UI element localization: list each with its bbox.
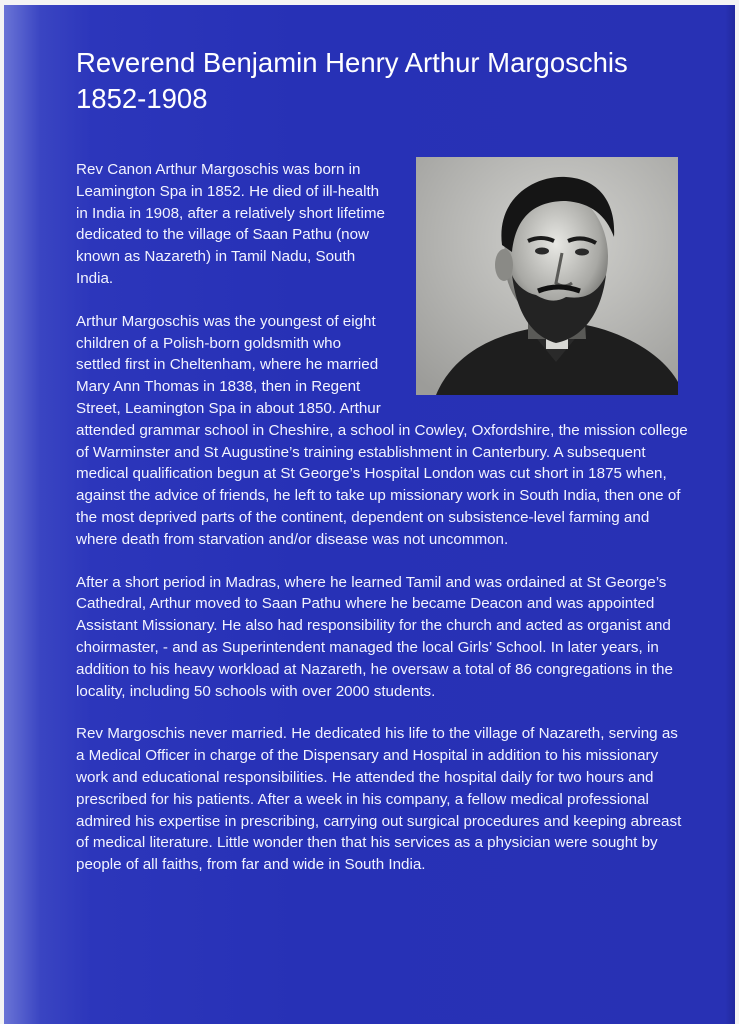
page-title <box>76 45 696 117</box>
portrait-wrap-space <box>388 159 688 407</box>
document-page <box>4 5 735 1024</box>
paragraph-4: Rev Margoschis never married. He dedicated his life to the village of Nazareth, serving as a Medical Officer in charge of the Dispensary and Hospital in addition to his missionary work and educational responsibilities. He attended the hospital daily for two hours and prescribed for his patients. After a week in his company, a fellow medical professional admired his expertise in prescribing, carrying out surgical procedures and keeping abreast of medical literature. Little wonder then that his services as a physician were sought by people of all faiths, from far and wide in South India. <box>76 725 682 874</box>
article-body <box>76 159 688 897</box>
paragraph-1: Rev Canon Arthur Margoschis was born in Leamington Spa in 1852. He died of ill-health in India in 1908, after a relatively short lifetime dedicated to the village of Saan Pathu (now known as Nazareth) in Tamil Nadu, South India. <box>76 161 385 287</box>
paragraph-2: Arthur Margoschis was the youngest of eight children of a Polish-born goldsmith who settled first in Cheltenham, where he married Mary Ann Thomas in 1838, then in Regent Street, Leamington Spa in about 1850. Arthur attended grammar school in Cheshire, a school in Cowley, Oxfordshire, the mission college of Warminster and St Augustine’s training establishment in Canterbury. A subsequent medical qualification begun at St George’s Hospital London was cut short in 1875 when, against the advice of friends, he left to take up missionary work in South India, then one of the most deprived parts of the continent, dependent on subsistence-level farming and where death from starvation and/or disease was not uncommon. <box>76 312 688 548</box>
title-dates: 1852-1908 <box>76 83 208 114</box>
paragraph-3: After a short period in Madras, where he learned Tamil and was ordained at St George’s Cathedral, Arthur moved to Saan Pathu where he became Deacon and was appointed Assistant Missionary. He also had responsibility for the church and acted as organist and choirmaster, - and as Superintendent managed the local Girls’ School. In later years, in addition to his heavy workload at Nazareth, he oversaw a total of 86 congregations in the locality, including 50 schools with over 2000 students. <box>76 573 673 700</box>
title-name: Reverend Benjamin Henry Arthur Margoschis <box>76 47 628 78</box>
